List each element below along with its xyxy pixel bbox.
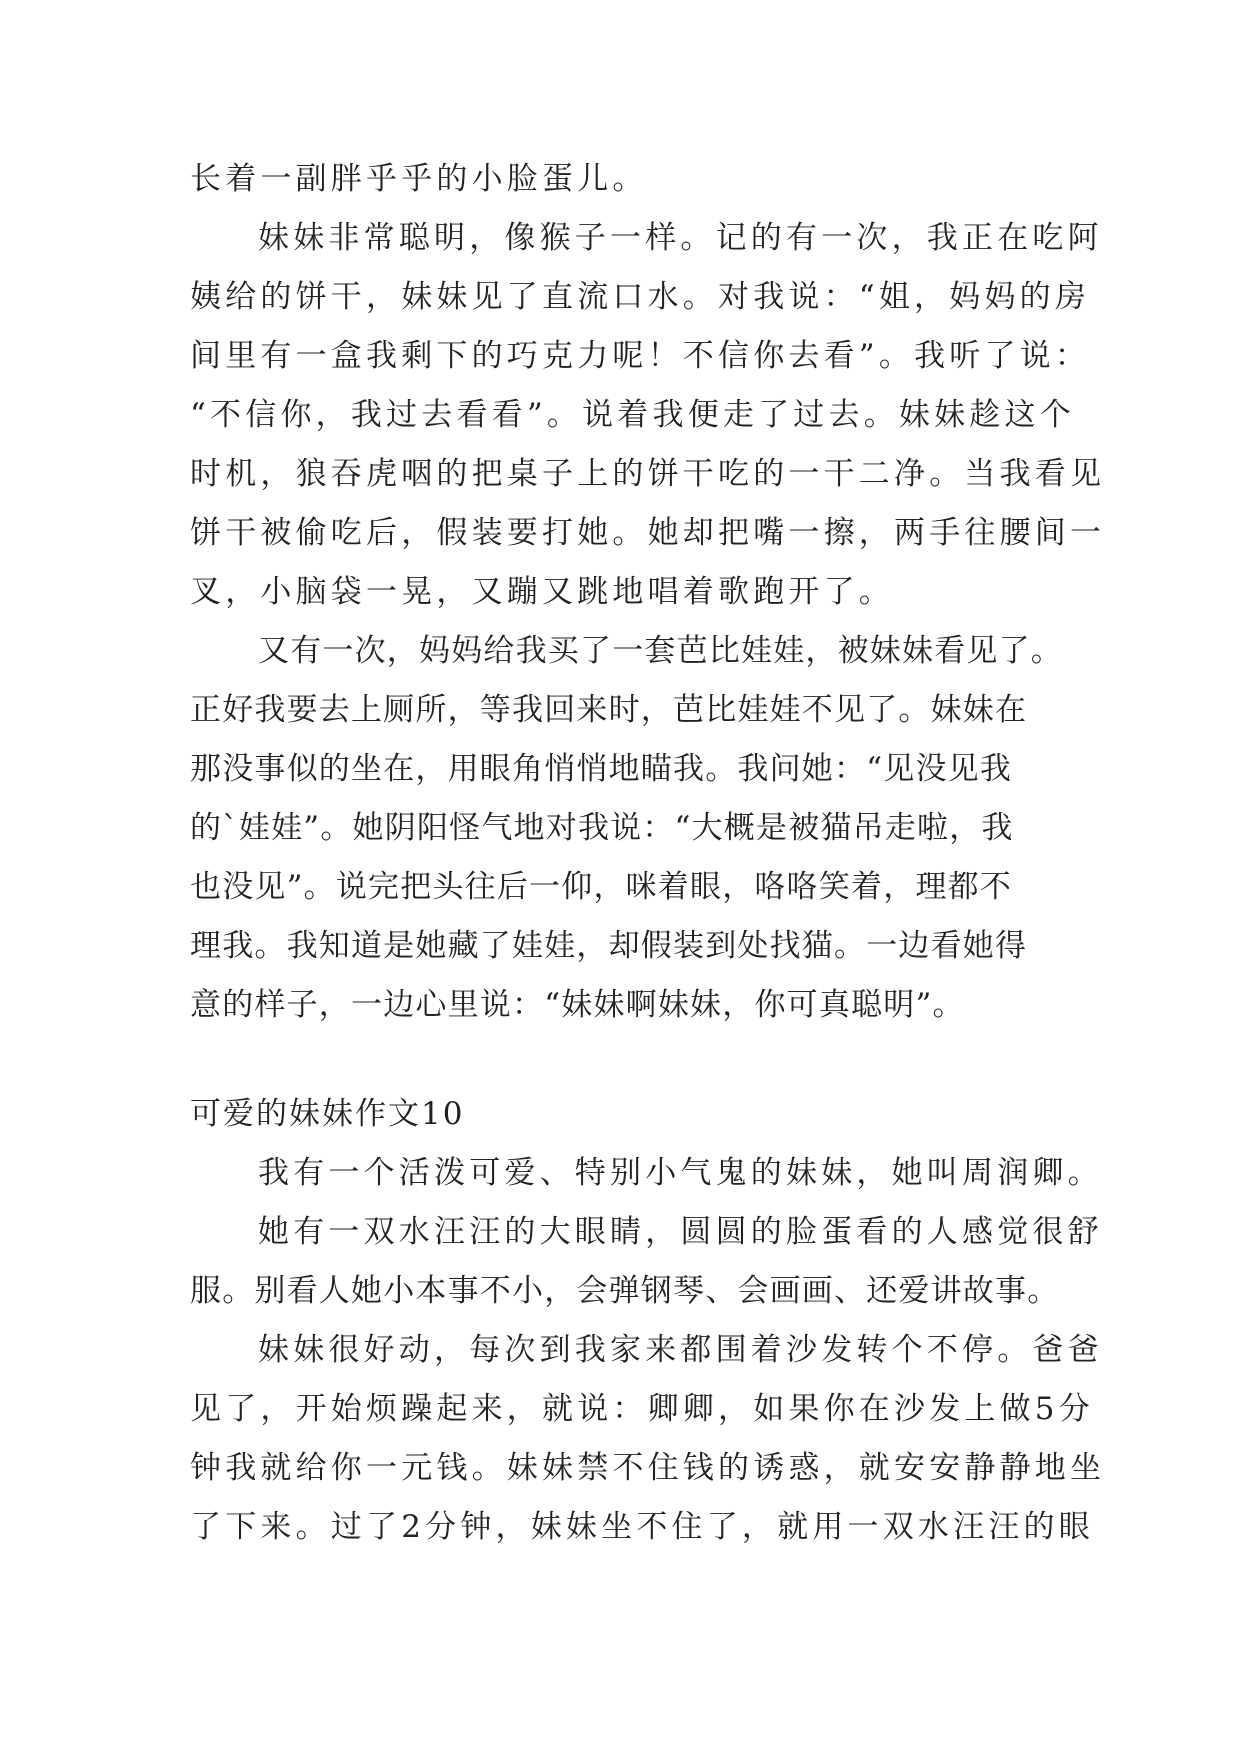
document-page <box>190 150 1106 1557</box>
paragraph-line: 叉，小脑袋一晃，又蹦又跳地唱着歌跑开了。 <box>190 574 894 610</box>
paragraph-line: 那没事似的坐在，用眼角悄悄地瞄我。我问她：“见没见我 <box>190 751 1013 787</box>
paragraph-line: 我有一个活泼可爱、特别小气鬼的妹妹，她叫周润卿。 <box>258 1155 1103 1191</box>
section-heading: 可爱的妹妹作文10 <box>190 1096 465 1132</box>
paragraph-line: 服。别看人她小本事不小，会弹钢琴、会画画、还爱讲故事。 <box>190 1273 1060 1309</box>
paragraph-line: “不信你，我过去看看”。说着我便走了过去。妹妹趁这个 <box>190 397 1075 433</box>
section-gap <box>190 1035 1070 1085</box>
paragraph-line: 她有一双水汪汪的大眼睛，圆圆的脸蛋看的人感觉很舒 <box>258 1214 1103 1250</box>
paragraph-line: 又有一次，妈妈给我买了一套芭比娃娃，被妹妹看见了。 <box>258 633 1063 669</box>
paragraph-line: 时机，狼吞虎咽的把桌子上的饼干吃的一干二净。当我看见 <box>190 456 1106 492</box>
paragraph-line: 了下来。过了2分钟，妹妹坐不住了，就用一双水汪汪的眼 <box>190 1509 1094 1545</box>
paragraph-line: 钟我就给你一元钱。妹妹禁不住钱的诱惑，就安安静静地坐 <box>190 1450 1106 1486</box>
paragraph-line: 见了，开始烦躁起来，就说：卿卿，如果你在沙发上做5分 <box>190 1391 1094 1427</box>
paragraph-line: 间里有一盒我剩下的巧克力呢！不信你去看”。我听了说： <box>190 338 1091 374</box>
paragraph-line: 长着一副胖乎乎的小脸蛋儿。 <box>190 161 648 197</box>
paragraph-line: 姨给的饼干，妹妹见了直流口水。对我说：“姐，妈妈的房 <box>190 279 1091 315</box>
paragraph-line: 妹妹很好动，每次到我家来都围着沙发转个不停。爸爸 <box>258 1332 1103 1368</box>
paragraph-line: 的`娃娃”。她阴阳怪气地对我说：“大概是被猫吊走啦，我 <box>190 810 1014 846</box>
paragraph-line: 理我。我知道是她藏了娃娃，却假装到处找猫。一边看她得 <box>190 928 1028 964</box>
paragraph-line: 饼干被偷吃后，假装要打她。她却把嘴一擦，两手往腰间一 <box>190 515 1106 551</box>
paragraph-line: 正好我要去上厕所，等我回来时，芭比娃娃不见了。妹妹在 <box>190 692 1028 728</box>
paragraph-line: 也没见”。说完把头往后一仰，咪着眼，咯咯笑着，理都不 <box>190 869 1013 905</box>
paragraph-line: 妹妹非常聪明，像猴子一样。记的有一次，我正在吃阿 <box>258 220 1103 256</box>
paragraph-line: 意的样子，一边心里说：“妹妹啊妹妹，你可真聪明”。 <box>190 987 965 1023</box>
